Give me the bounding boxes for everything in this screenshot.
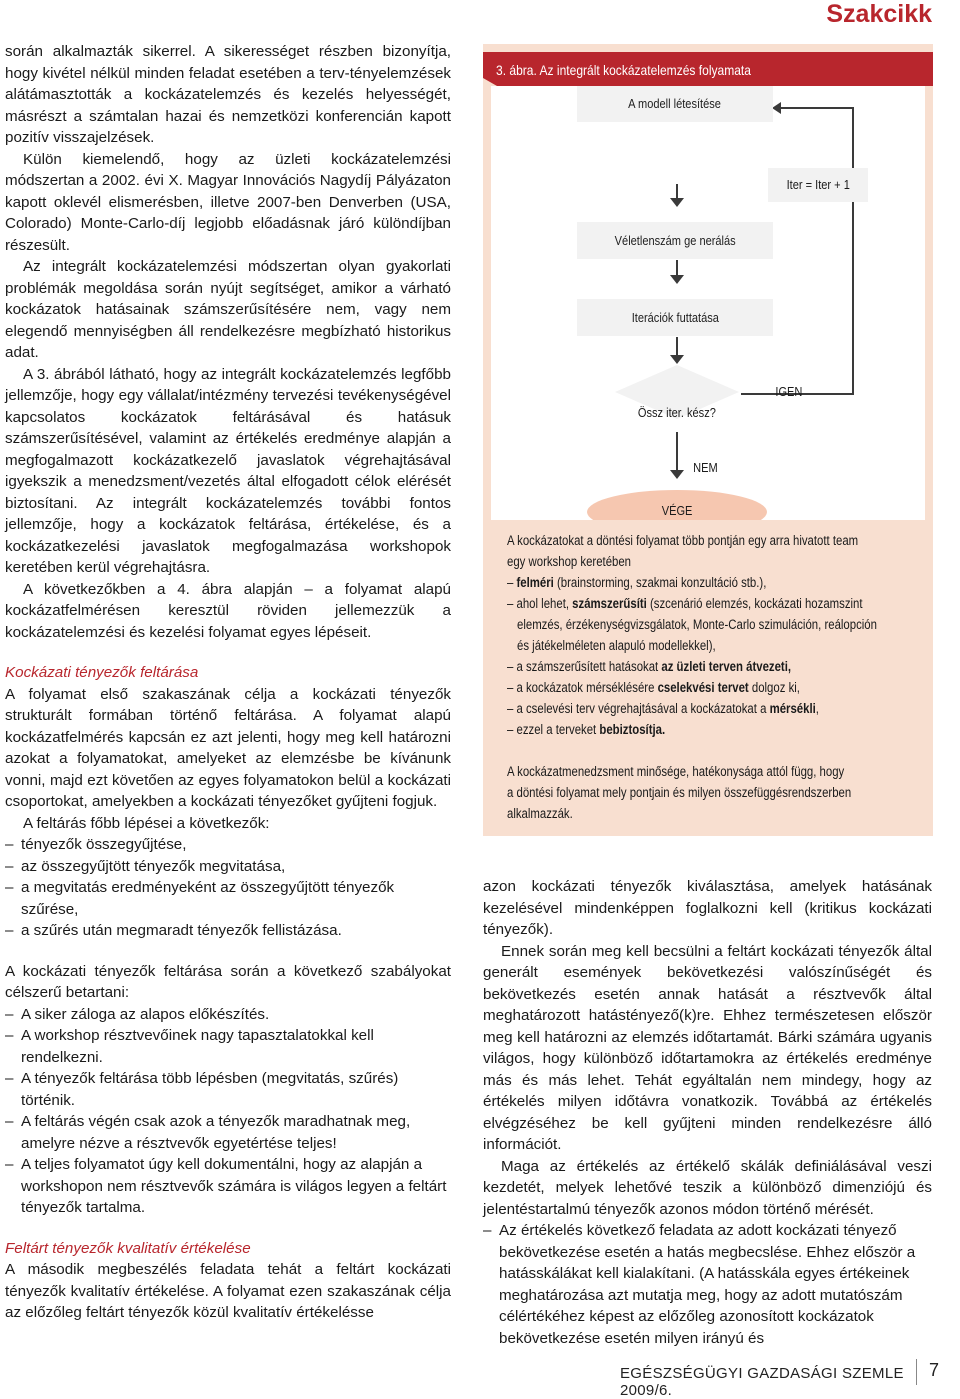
end-label: VÉGE — [661, 503, 693, 518]
paragraph: A feltárás főbb lépései a következők: — [23, 814, 270, 832]
caption-bullet: – a számszerűsített hatásokat az üzleti terven átvezeti, — [507, 659, 792, 674]
flow-step-iterations: Iterációk futtatása — [577, 299, 773, 336]
arrow-left-icon — [772, 102, 781, 114]
list-item: – A siker záloga az alapos előkészítés. — [5, 1004, 451, 1026]
paragraph: A második megbeszélés feladata tehát a feltárt kockázati tényezők kvalitatív értékelése. A folyamat ezen szakaszának célja az előzőleg feltárt tényezők közül kvalitatív értékelésse — [5, 1261, 451, 1321]
decision-label: Össz iter. kész? — [638, 405, 716, 420]
list-item: – az összegyűjtött tényezők megvitatása, — [5, 856, 451, 878]
journal-name: EGÉSZSÉGÜGYI GAZDASÁGI SZEMLE 2009/6. — [620, 1365, 904, 1399]
list-item: – A feltárás végén csak azok a tényezők maradhatnak meg, amelyre nézve a résztvevők egyetértése teljes! — [5, 1111, 451, 1154]
list-item: – A workshop résztvevőinek nagy tapasztalatokkal kell rendelkezni. — [5, 1025, 451, 1068]
left-column — [5, 41, 451, 1324]
caption-line: a döntési folyamat mely pontjain és milyen összefüggésrendszerben — [507, 785, 852, 800]
no-label: NEM — [693, 460, 718, 475]
caption-bullet: – a cselevési terv végrehajtásával a kockázatokat a mérsékli, — [507, 701, 819, 716]
figure-3 — [483, 44, 933, 836]
flow-iter-counter: Iter = Iter + 1 — [768, 168, 868, 202]
caption-bullet: – a kockázatok mérséklésére cselekvési tervet dolgoz ki, — [507, 680, 800, 695]
list-item: – a szűrés után megmaradt tényezők fellistázása. — [5, 920, 451, 942]
paragraph: Külön kiemelendő, hogy az üzleti kockázatelemzési módszertan a 2002. évi X. Magyar Innovációs Nagydíj Pályázaton kapott oklevél elismerésben, illetve 2007-ben Denverben (USA, Colorado) Monte-Carlo-díj legjobb előadásnak járó különdíjban részesült. — [5, 150, 451, 254]
section-label: Szakcikk — [826, 0, 932, 28]
list-item: – Az értékelés következő feladata az adott kockázati tényező bekövetkezése esetén a hatás megbecslése. Ehhez először a hatásskálákat kell kialakítani. (A hatásskála egyes értékeinek meghatározása azt mutatja meg, hogy az adott mutatószám célértékéhez képest az előzőleg azonosított kockázatok bekövetkezése esetén milyen irányú és — [483, 1220, 932, 1349]
paragraph: Az integrált kockázatelemzési módszertan olyan gyakorlati problémák megoldása során nyújt segítséget, amikor a várható kockázatok hatásainak számszerűsítésére nem, vagy nem elegendő mennyiségben áll rendelkezésre megbízható historikus adat. — [5, 258, 451, 361]
subheading: Kockázati tényezők feltárása — [5, 664, 199, 681]
list — [5, 1004, 451, 1219]
caption-list — [507, 572, 917, 740]
flow-step-model: A modell létesítése — [577, 86, 773, 122]
paragraph: A kockázati tényezők feltárása során a következő szabályokat célszerű betartani: — [5, 962, 451, 1001]
flowchart — [491, 86, 925, 520]
list-item: – tényezők összegyűjtése, — [5, 834, 451, 856]
list-item: – A teljes folyamatot úgy kell dokumentálni, hogy az alapján a workshopon nem résztvevők számára is világos legyen a feltárt tényezők tartalma. — [5, 1154, 451, 1219]
caption-bullet: – felméri (brainstorming, szakmai konzultáció stb.), — [507, 575, 767, 590]
caption-line: egy workshop keretében — [507, 554, 632, 569]
paragraph: Maga az értékelés az értékelő skálák definiálásával veszi kezdetét, melyek lehetővé teszik a különböző dimenziójú és jelentéstartalmú tényezők azonos módon történő mérését. — [483, 1157, 932, 1218]
caption-bullet: – ezzel a terveket bebiztosítja. — [507, 722, 666, 737]
figure-caption — [507, 530, 917, 824]
paragraph: során alkalmazták sikerrel. A sikerességet részben bizonyítja, hogy kivétel nélkül minden feladat esetében a terv-tényelemzések alátámasztották a kockázatelemzés és kezelés helyességét, másrészt a számtalan hazai és nemzetközi konferencián kapott pozitív visszajelzések. — [5, 43, 451, 146]
caption-bullet: elemzés, érzékenységvizsgálatok, Monte-Carlo szimuláción, reálopción — [517, 617, 877, 632]
flow-step-random: Véletlenszám ge nerálás — [577, 222, 773, 259]
caption-bullet: – ahol lehet, számszerűsíti (szcenárió elemzés, kockázati hozamszint — [507, 596, 863, 611]
subheading: Feltárt tényezők kvalitatív értékelése — [5, 1239, 251, 1257]
yes-label: IGEN — [775, 384, 803, 399]
caption-line: alkalmazzák. — [507, 806, 573, 821]
right-column — [483, 876, 932, 1349]
list — [483, 1220, 932, 1349]
paragraph: Ennek során meg kell becsülni a feltárt kockázati tényezők által generált események bekövetkezési valószínűségét és bekövetkezés esetén annak hatását a résztvevők által meghatározott hatástényező(k)re. Ehhez természetesen először meg kell határozni az elemzés időtartamát. Bárki számára ugyanis világos, hogy különböző időtartamokra az értékelés eredménye más és más lehet. Tehát egyáltalán nem mindegy, hogy az értékelés milyen időtávra vonatkozik. Továbbá az értékelés elvégzéséhez be kell gyűjteni minden rendelkezésre álló információt. — [483, 942, 932, 1153]
paragraph: azon kockázati tényezők kiválasztása, amelyek hatásának kezelésével mindenképpen foglalkozni kell (kritikus kockázati tényezők). — [483, 878, 932, 938]
list-item: – A tényezők feltárása több lépésben (megvitatás, szűrés) történik. — [5, 1068, 451, 1111]
list-item: – a megvitatás eredményeként az összegyűjtött tényezők szűrése, — [5, 877, 451, 920]
caption-line: A kockázatokat a döntési folyamat több pontján egy arra hivatott team — [507, 533, 859, 548]
paragraph: A folyamat első szakaszának célja a kockázati tényezők strukturált formában történő feltárása. A folyamat alapú kockázatfelmérés kapcsán ez azt jelenti, hogy meg kell határozni azokat a folyamatokat, amelyeket az elemzésbe be kívánunk vonni, majd ezt követően az egyes folyamatokon belül a kockázati csoportokat, amelyekben a kockázati tényezőket gyűjteni fogjuk. — [5, 685, 451, 810]
paragraph: A következőkben a 4. ábra alapján – a folyamat alapú kockázatfelmérésen keresztül röviden jellemezzük a kockázatelemzési és kezelési folyamat egyes lépéseit. — [5, 580, 451, 641]
figure-title: 3. ábra. Az integrált kockázatelemzés folyamata — [496, 62, 751, 78]
list — [5, 834, 451, 942]
page-number: 7 — [929, 1360, 940, 1380]
paragraph: A 3. ábrából látható, hogy az integrált kockázatelemzés legfőbb jellemzője, hogy egy vállalat/intézmény tervezési tevékenységével kapcsolatos kockázatok feltárásával és hatásuk számszerűsítésével, valamint az értékelés eredménye alapján a megfogalmazott kockázatkezelő javaslatok végrehajtásával igyekszik a menedzsment/vezetés által elfogadott célok elérését biztosítani. Az integrált kockázatelemzés további fontos jellemzője, hogy a kockázatok feltárása, értékelése, és a kockázatkezelési javaslatok megfogalmazása workshopok keretében kerül végrehajtásra. — [5, 365, 451, 576]
footer-divider — [916, 1359, 917, 1385]
caption-bullet: és játékelméleten alapuló modellekkel), — [517, 638, 716, 653]
caption-line: A kockázatmenedzsment minősége, hatékonysága attól függ, hogy — [507, 764, 845, 779]
